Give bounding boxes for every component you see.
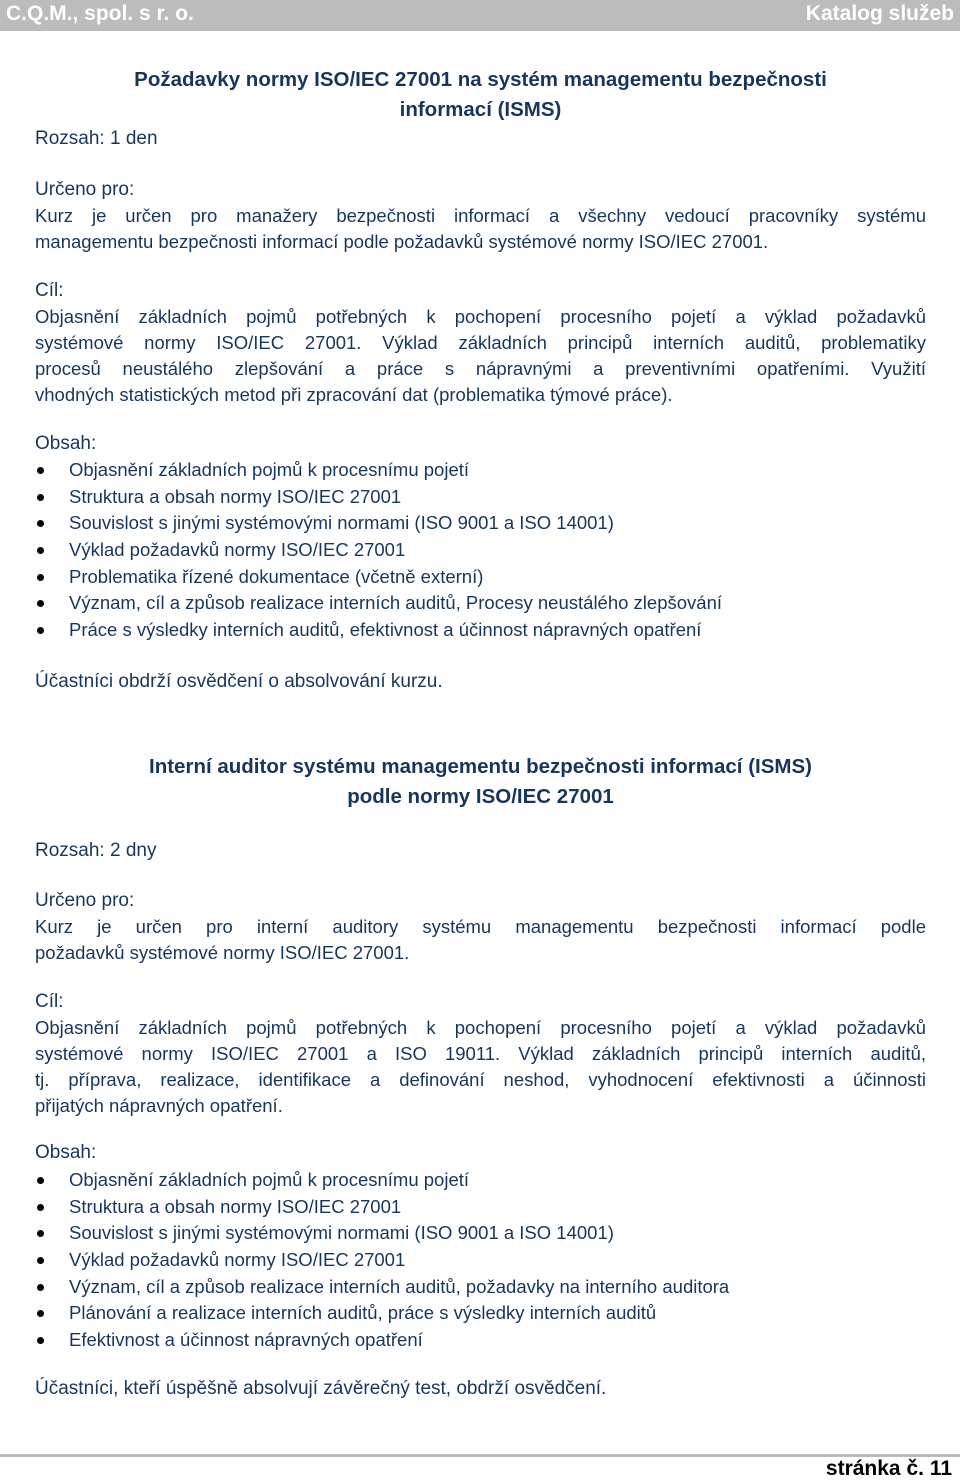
bullet-icon: [37, 1230, 44, 1237]
list-item: [0, 1220, 729, 1247]
list-item-text: Objasnění základních pojmů k procesnímu pojetí: [69, 459, 470, 480]
list-item-text: Souvislost s jinými systémovými normami (ISO 9001 a ISO 14001): [69, 512, 614, 534]
course2-content-label: Obsah:: [35, 1142, 97, 1163]
course2-scope: Rozsah: 2 dny: [35, 840, 157, 861]
course2-goal-line: systémové normy ISO/IEC 27001 a ISO 19011. Výklad základních principů interních auditů,: [35, 1043, 926, 1064]
course2-goal: [35, 1015, 926, 1119]
bullet-icon: [37, 600, 44, 607]
list-item: [0, 537, 722, 564]
course2-goal-line: přijatých nápravných opatření.: [35, 1095, 283, 1116]
catalog-title: Katalog služeb: [805, 2, 954, 25]
bullet-icon: [37, 1284, 44, 1291]
list-item: [0, 510, 722, 537]
course1-title: [35, 65, 926, 125]
list-item-text: Výklad požadavků normy ISO/IEC 27001: [69, 539, 406, 561]
header-bar: [0, 0, 960, 31]
bullet-icon: [37, 627, 44, 634]
bullet-icon: [37, 520, 44, 527]
course1-audience-line: managementu bezpečnosti informací podle požadavků systémové normy ISO/IEC 27001.: [35, 231, 769, 252]
course2-audience: [35, 914, 926, 966]
course2-title-line2: podle normy ISO/IEC 27001: [347, 785, 614, 808]
course2-content-list: [0, 1167, 729, 1354]
course1-scope: Rozsah: 1 den: [35, 128, 158, 149]
course1-content-list: [0, 457, 722, 644]
course1-goal-line: vhodných statistických metod při zpracování dat (problematika týmové práce).: [35, 384, 673, 405]
bullet-icon: [37, 467, 44, 474]
course2-audience-line: Kurz je určen pro interní auditory systému managementu bezpečnosti informací podle: [35, 916, 926, 937]
list-item-text: Plánování a realizace interních auditů, práce s výsledky interních auditů: [69, 1302, 657, 1324]
list-item-text: Struktura a obsah normy ISO/IEC 27001: [69, 1195, 402, 1217]
course1-goal: [35, 304, 926, 408]
course1-goal-line: procesů neustálého zlepšování a práce s nápravnými a preventivními opatřeními. Využití: [35, 358, 926, 379]
course2-goal-line: Objasnění základních pojmů potřebných k pochopení procesního pojetí a výklad požadavků: [35, 1017, 926, 1038]
course1-goal-label: Cíl:: [35, 280, 64, 301]
course2-certificate: Účastníci, kteří úspěšně absolvují závěrečný test, obdrží osvědčení.: [35, 1378, 607, 1399]
course1-content-label: Obsah:: [35, 433, 97, 454]
course1-goal-line: Objasnění základních pojmů potřebných k pochopení procesního pojetí a výklad požadavků: [35, 306, 926, 327]
list-item-text: Práce s výsledky interních auditů, efektivnost a účinnost nápravných opatření: [69, 619, 702, 641]
bullet-icon: [37, 1204, 44, 1211]
list-item: [0, 1194, 729, 1221]
course1-title-line1: Požadavky normy ISO/IEC 27001 na systém managementu bezpečnosti: [134, 68, 827, 91]
list-item: [0, 457, 722, 484]
bullet-icon: [37, 1337, 44, 1344]
list-item: [0, 1327, 729, 1354]
list-item: [0, 617, 722, 644]
course2-title: [35, 752, 926, 812]
list-item: [0, 590, 722, 617]
list-item: [0, 484, 722, 511]
bullet-icon: [37, 547, 44, 554]
course1-goal-line: systémové normy ISO/IEC 27001. Výklad základních principů interních auditů, problematiky: [35, 332, 926, 353]
list-item: [0, 1300, 729, 1327]
list-item: [0, 1167, 729, 1194]
course1-audience: [35, 203, 926, 255]
list-item: [0, 564, 722, 591]
list-item-text: Efektivnost a účinnost nápravných opatření: [69, 1329, 423, 1351]
course1-title-line2: informací (ISMS): [399, 98, 562, 121]
list-item-text: Objasnění základních pojmů k procesnímu pojetí: [69, 1169, 470, 1190]
bullet-icon: [37, 494, 44, 501]
course1-audience-line: Kurz je určen pro manažery bezpečnosti informací a všechny vedoucí pracovníky systému: [35, 205, 926, 226]
course2-audience-line: požadavků systémové normy ISO/IEC 27001.: [35, 942, 410, 963]
list-item: [0, 1274, 729, 1301]
footer-divider: [0, 1454, 960, 1457]
list-item-text: Problematika řízené dokumentace (včetně externí): [69, 565, 484, 587]
bullet-icon: [37, 1310, 44, 1317]
bullet-icon: [37, 574, 44, 581]
course2-goal-line: tj. příprava, realizace, identifikace a definování neshod, vyhodnocení efektivnosti a účinnosti: [35, 1069, 926, 1090]
bullet-icon: [37, 1257, 44, 1264]
course2-goal-label: Cíl:: [35, 991, 64, 1012]
list-item-text: Struktura a obsah normy ISO/IEC 27001: [69, 485, 402, 507]
list-item: [0, 1247, 729, 1274]
course2-audience-label: Určeno pro:: [35, 890, 135, 911]
list-item-text: Souvislost s jinými systémovými normami (ISO 9001 a ISO 14001): [69, 1222, 614, 1244]
company-name: C.Q.M., spol. s r. o.: [6, 2, 194, 25]
list-item-text: Výklad požadavků normy ISO/IEC 27001: [69, 1249, 406, 1271]
list-item-text: Význam, cíl a způsob realizace interních auditů, Procesy neustálého zlepšování: [69, 592, 723, 614]
bullet-icon: [37, 1177, 44, 1184]
course2-title-line1: Interní auditor systému managementu bezpečnosti informací (ISMS): [149, 755, 812, 778]
page-number: stránka č. 11: [825, 1457, 952, 1480]
course1-certificate: Účastníci obdrží osvědčení o absolvování kurzu.: [35, 671, 443, 692]
list-item-text: Význam, cíl a způsob realizace interních auditů, požadavky na interního auditora: [69, 1275, 730, 1297]
course1-audience-label: Určeno pro:: [35, 179, 135, 200]
